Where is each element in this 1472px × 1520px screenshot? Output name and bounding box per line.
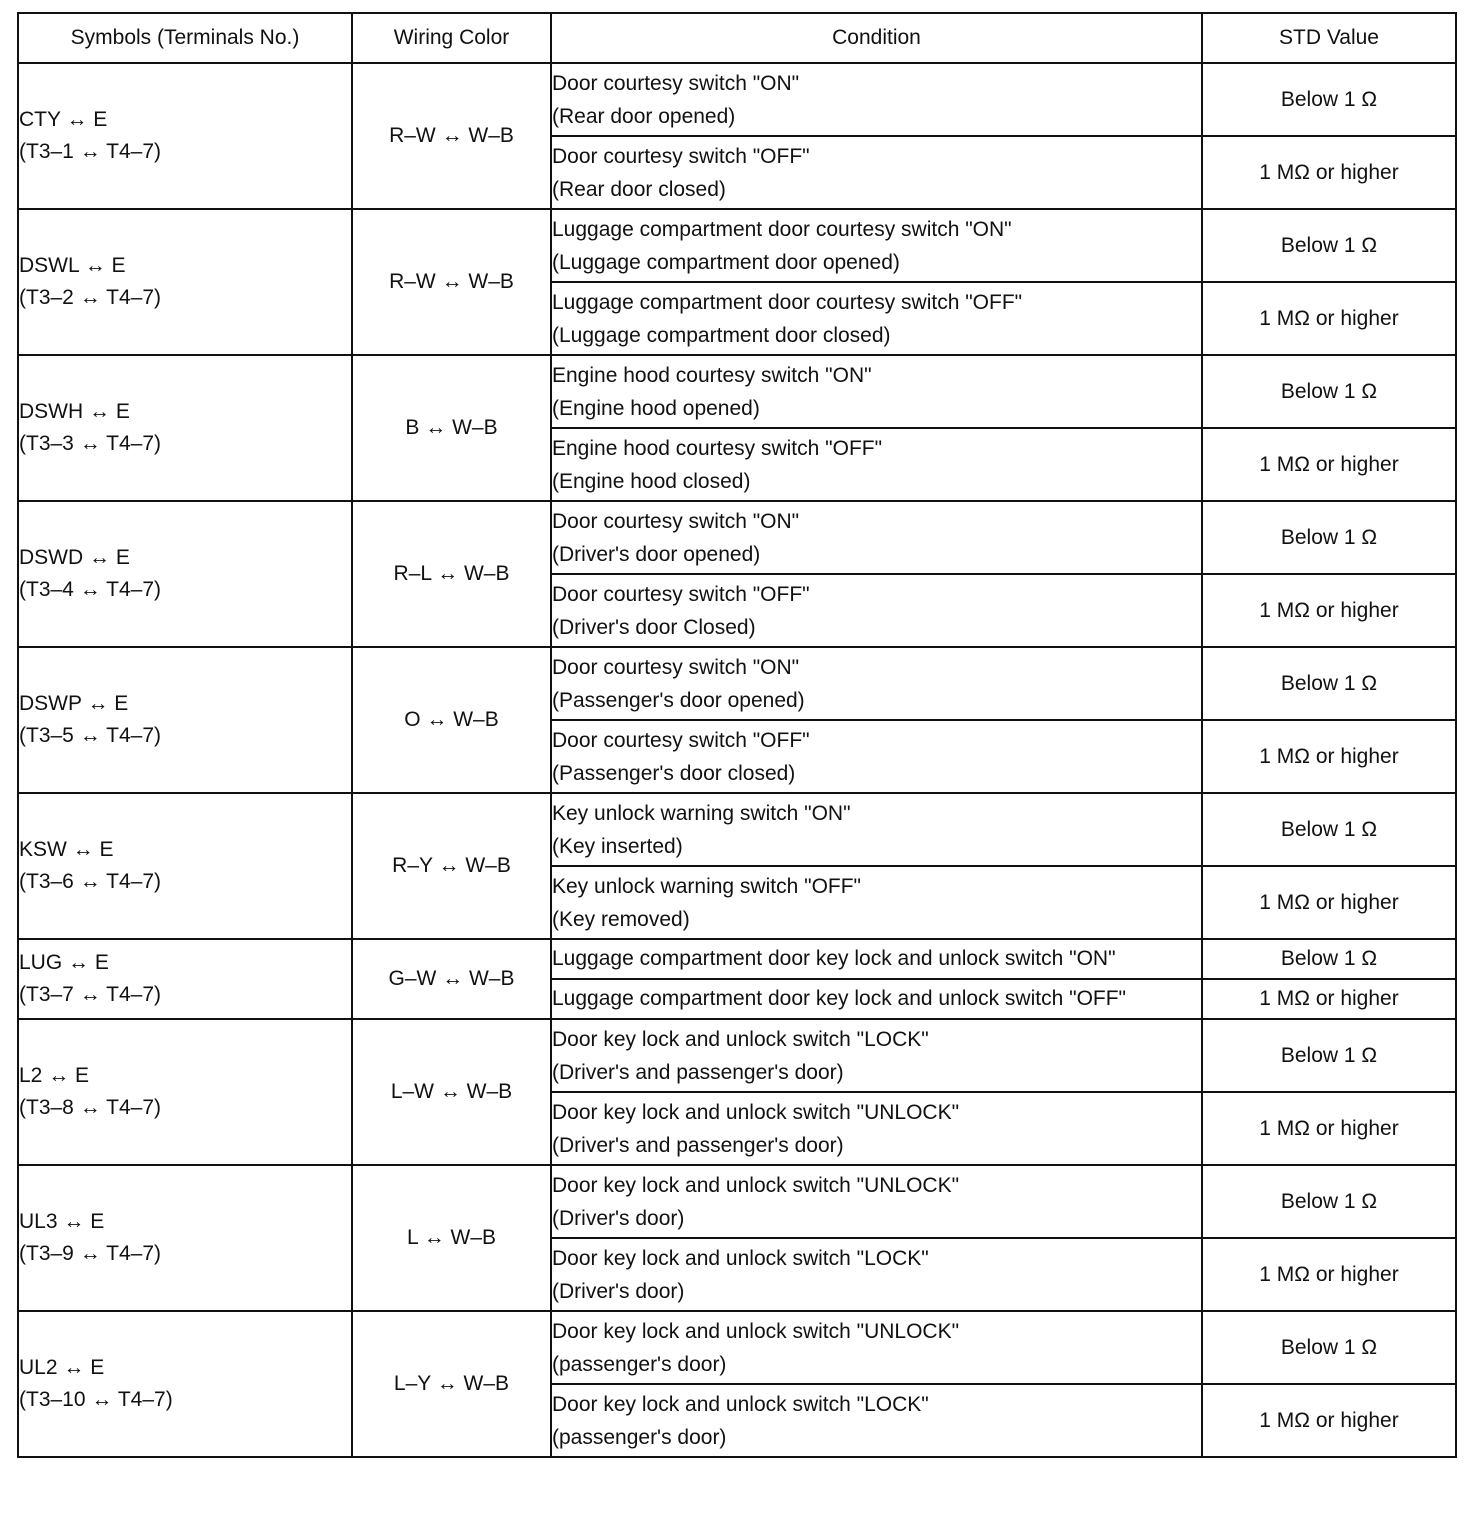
condition-detail: (Luggage compartment door opened) <box>552 250 900 274</box>
condition-cell <box>551 647 1202 720</box>
terminal-numbers: (T3–2 ↔ T4–7) <box>19 286 162 309</box>
std-value-cell: Below 1 Ω <box>1202 1165 1456 1238</box>
std-value-cell: 1 MΩ or higher <box>1202 1384 1456 1457</box>
condition-switch-state: Engine hood courtesy switch "OFF" <box>552 436 883 460</box>
std-value-cell: 1 MΩ or higher <box>1202 136 1456 209</box>
condition-cell <box>551 136 1202 209</box>
condition-cell <box>551 209 1202 282</box>
table-row <box>18 1311 1456 1384</box>
condition-detail: (Engine hood closed) <box>552 469 751 493</box>
table-body <box>18 63 1456 1457</box>
terminal-numbers: (T3–3 ↔ T4–7) <box>19 432 162 455</box>
table-header <box>18 13 1456 63</box>
std-value-cell: Below 1 Ω <box>1202 1019 1456 1092</box>
condition-detail: (Key removed) <box>552 907 690 931</box>
symbol-label: DSWL ↔ E <box>19 254 126 277</box>
symbol-cell <box>18 501 352 647</box>
condition-switch-state: Door courtesy switch "ON" <box>552 655 800 679</box>
condition-cell <box>551 282 1202 355</box>
condition-detail: (Engine hood opened) <box>552 396 760 420</box>
std-value-cell: 1 MΩ or higher <box>1202 1092 1456 1165</box>
symbol-cell <box>18 63 352 209</box>
terminal-numbers: (T3–4 ↔ T4–7) <box>19 578 162 601</box>
symbol-cell <box>18 1019 352 1165</box>
wiring-color-cell: R–W ↔ W–B <box>352 63 551 209</box>
condition-detail: (passenger's door) <box>552 1352 727 1376</box>
table-row <box>18 63 1456 136</box>
std-value-cell: 1 MΩ or higher <box>1202 574 1456 647</box>
condition-switch-state: Door courtesy switch "OFF" <box>552 582 810 606</box>
condition-detail: (Driver's door opened) <box>552 542 761 566</box>
condition-switch-state: Door key lock and unlock switch "LOCK" <box>552 1246 929 1270</box>
std-value-cell: Below 1 Ω <box>1202 647 1456 720</box>
condition-cell <box>551 1092 1202 1165</box>
std-value-cell: 1 MΩ or higher <box>1202 1238 1456 1311</box>
std-value-cell: 1 MΩ or higher <box>1202 282 1456 355</box>
table-row <box>18 355 1456 428</box>
header-row <box>18 13 1456 63</box>
condition-cell <box>551 720 1202 793</box>
condition-cell <box>551 355 1202 428</box>
condition-switch-state: Door key lock and unlock switch "LOCK" <box>552 1392 929 1416</box>
condition-switch-state: Door courtesy switch "OFF" <box>552 144 810 168</box>
terminal-numbers: (T3–8 ↔ T4–7) <box>19 1096 162 1119</box>
wiring-color-cell: R–W ↔ W–B <box>352 209 551 355</box>
header-symbols: Symbols (Terminals No.) <box>18 13 352 63</box>
table-row <box>18 647 1456 720</box>
condition-switch-state: Luggage compartment door key lock and unlock switch "ON" <box>552 947 1116 970</box>
condition-switch-state: Luggage compartment door key lock and unlock switch "OFF" <box>552 987 1127 1010</box>
symbol-label: DSWP ↔ E <box>19 692 129 715</box>
symbol-cell <box>18 1165 352 1311</box>
terminal-numbers: (T3–10 ↔ T4–7) <box>19 1388 173 1411</box>
condition-cell <box>551 1238 1202 1311</box>
std-value-cell: 1 MΩ or higher <box>1202 720 1456 793</box>
symbol-cell <box>18 793 352 939</box>
condition-detail: (Driver's and passenger's door) <box>552 1133 844 1157</box>
condition-detail: (Driver's door Closed) <box>552 615 756 639</box>
terminal-numbers: (T3–6 ↔ T4–7) <box>19 870 162 893</box>
symbol-cell <box>18 939 352 1019</box>
std-value-cell: Below 1 Ω <box>1202 63 1456 136</box>
header-wiring-color: Wiring Color <box>352 13 551 63</box>
terminal-numbers: (T3–5 ↔ T4–7) <box>19 724 162 747</box>
wiring-color-cell: R–L ↔ W–B <box>352 501 551 647</box>
condition-cell <box>551 1384 1202 1457</box>
terminal-numbers: (T3–1 ↔ T4–7) <box>19 140 162 163</box>
symbol-label: KSW ↔ E <box>19 838 114 861</box>
condition-detail: (Passenger's door opened) <box>552 688 805 712</box>
std-value-cell: Below 1 Ω <box>1202 939 1456 979</box>
condition-switch-state: Key unlock warning switch "OFF" <box>552 874 862 898</box>
condition-switch-state: Door courtesy switch "OFF" <box>552 728 810 752</box>
condition-switch-state: Engine hood courtesy switch "ON" <box>552 363 872 387</box>
std-value-cell: Below 1 Ω <box>1202 355 1456 428</box>
condition-switch-state: Door courtesy switch "ON" <box>552 71 800 95</box>
condition-cell <box>551 979 1202 1019</box>
wiring-color-cell: L ↔ W–B <box>352 1165 551 1311</box>
condition-cell <box>551 939 1202 979</box>
std-value-cell: Below 1 Ω <box>1202 793 1456 866</box>
table-row <box>18 1019 1456 1092</box>
header-std-value: STD Value <box>1202 13 1456 63</box>
terminal-spec-table <box>17 12 1457 1458</box>
condition-cell <box>551 1165 1202 1238</box>
symbol-label: DSWH ↔ E <box>19 400 130 423</box>
condition-switch-state: Door key lock and unlock switch "UNLOCK" <box>552 1173 960 1197</box>
wiring-color-cell: R–Y ↔ W–B <box>352 793 551 939</box>
wiring-color-cell: O ↔ W–B <box>352 647 551 793</box>
symbol-cell <box>18 647 352 793</box>
condition-detail: (Rear door closed) <box>552 177 726 201</box>
condition-switch-state: Door key lock and unlock switch "UNLOCK" <box>552 1100 960 1124</box>
condition-detail: (Rear door opened) <box>552 104 736 128</box>
wiring-color-cell: B ↔ W–B <box>352 355 551 501</box>
table-row <box>18 793 1456 866</box>
condition-detail: (Key inserted) <box>552 834 683 858</box>
symbol-label: LUG ↔ E <box>19 951 109 974</box>
condition-cell <box>551 793 1202 866</box>
condition-cell <box>551 428 1202 501</box>
symbol-label: CTY ↔ E <box>19 108 108 131</box>
wiring-color-cell: L–W ↔ W–B <box>352 1019 551 1165</box>
terminal-numbers: (T3–7 ↔ T4–7) <box>19 983 162 1006</box>
wiring-color-cell: G–W ↔ W–B <box>352 939 551 1019</box>
std-value-cell: 1 MΩ or higher <box>1202 428 1456 501</box>
std-value-cell: 1 MΩ or higher <box>1202 979 1456 1019</box>
std-value-cell: Below 1 Ω <box>1202 1311 1456 1384</box>
condition-switch-state: Door key lock and unlock switch "LOCK" <box>552 1027 929 1051</box>
table-row <box>18 501 1456 574</box>
condition-cell <box>551 501 1202 574</box>
condition-switch-state: Key unlock warning switch "ON" <box>552 801 851 825</box>
condition-switch-state: Luggage compartment door courtesy switch "ON" <box>552 217 1012 241</box>
symbol-cell <box>18 1311 352 1457</box>
symbol-label: UL3 ↔ E <box>19 1210 105 1233</box>
table-row <box>18 209 1456 282</box>
condition-cell <box>551 63 1202 136</box>
condition-detail: (Driver's door) <box>552 1279 685 1303</box>
terminal-numbers: (T3–9 ↔ T4–7) <box>19 1242 162 1265</box>
condition-switch-state: Luggage compartment door courtesy switch "OFF" <box>552 290 1023 314</box>
symbol-cell <box>18 209 352 355</box>
condition-cell <box>551 1311 1202 1384</box>
std-value-cell: 1 MΩ or higher <box>1202 866 1456 939</box>
condition-detail: (Driver's and passenger's door) <box>552 1060 844 1084</box>
condition-detail: (Luggage compartment door closed) <box>552 323 891 347</box>
table-row <box>18 939 1456 979</box>
condition-cell <box>551 866 1202 939</box>
condition-switch-state: Door key lock and unlock switch "UNLOCK" <box>552 1319 960 1343</box>
std-value-cell: Below 1 Ω <box>1202 209 1456 282</box>
std-value-cell: Below 1 Ω <box>1202 501 1456 574</box>
condition-cell <box>551 574 1202 647</box>
wiring-color-cell: L–Y ↔ W–B <box>352 1311 551 1457</box>
symbol-cell <box>18 355 352 501</box>
symbol-label: UL2 ↔ E <box>19 1356 105 1379</box>
symbol-label: DSWD ↔ E <box>19 546 130 569</box>
header-condition: Condition <box>551 13 1202 63</box>
condition-detail: (passenger's door) <box>552 1425 727 1449</box>
symbol-label: L2 ↔ E <box>19 1064 90 1087</box>
condition-switch-state: Door courtesy switch "ON" <box>552 509 800 533</box>
condition-detail: (Driver's door) <box>552 1206 685 1230</box>
condition-detail: (Passenger's door closed) <box>552 761 796 785</box>
condition-cell <box>551 1019 1202 1092</box>
table-row <box>18 1165 1456 1238</box>
